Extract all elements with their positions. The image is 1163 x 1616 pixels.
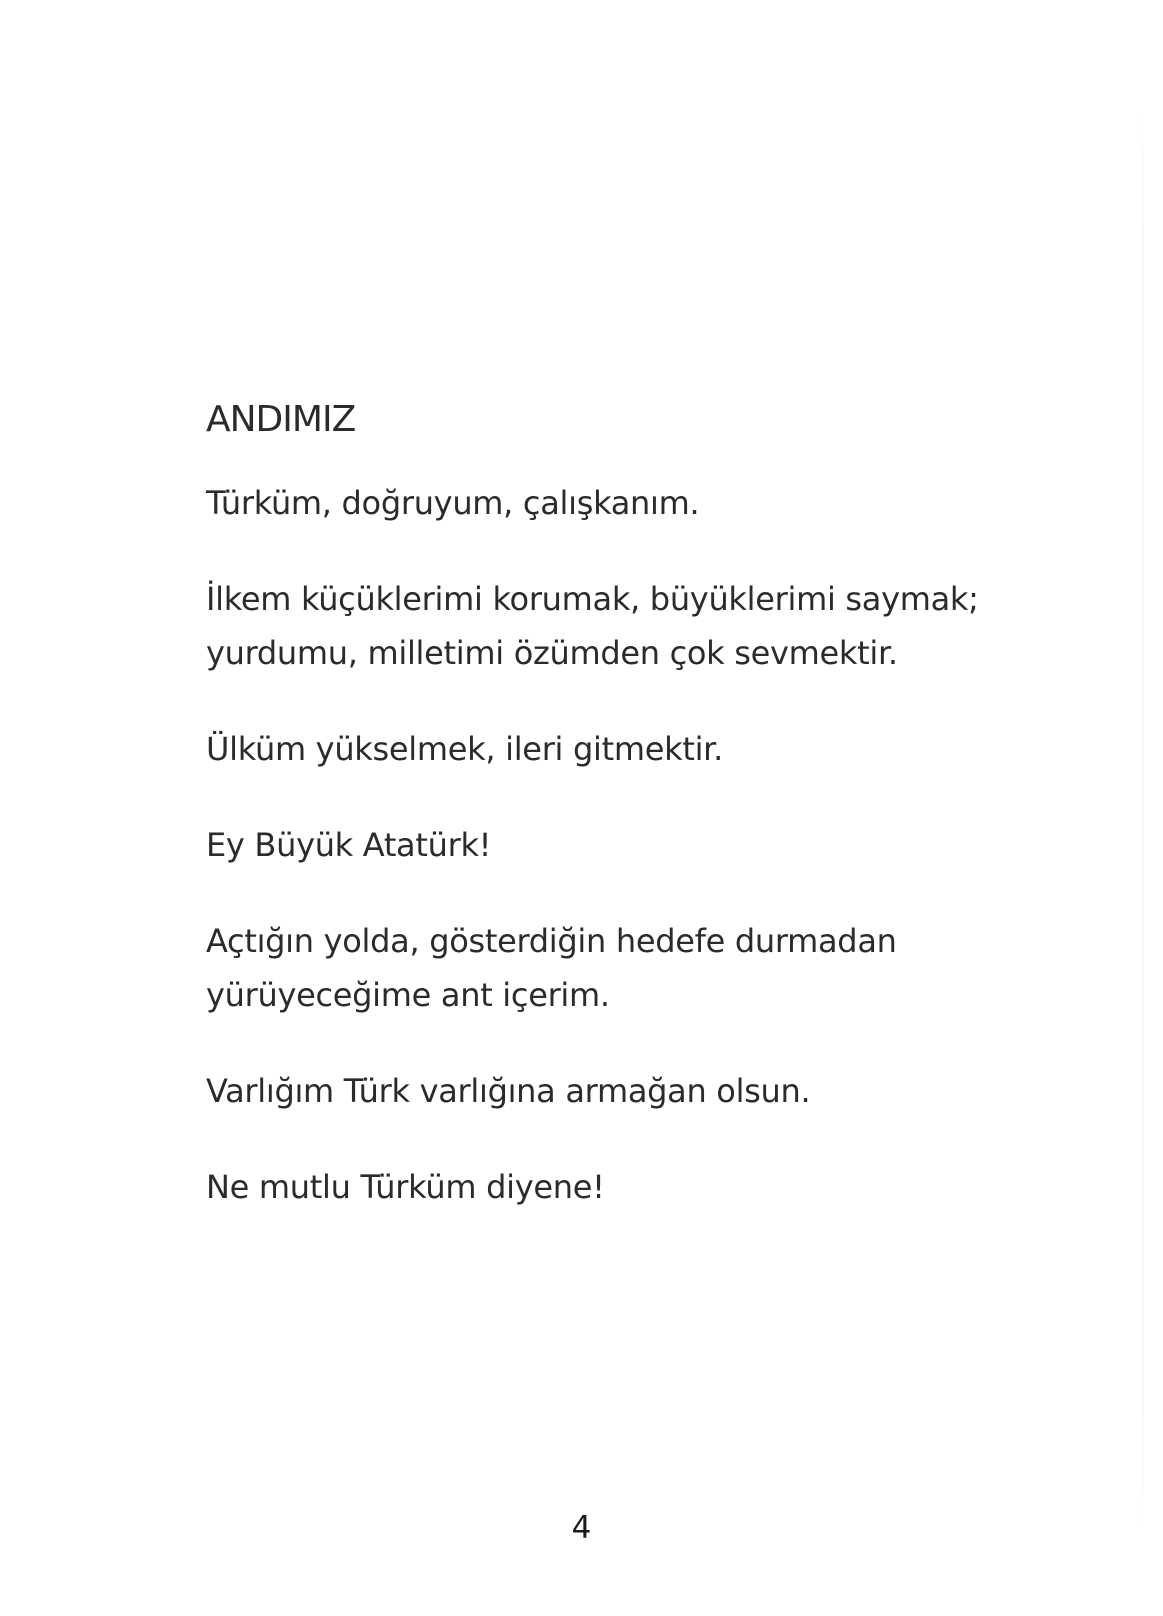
- text-line: İlkem küçüklerimi korumak, büyüklerimi saymak;: [206, 580, 979, 618]
- paragraph-2: [206, 572, 1026, 680]
- paragraph-6: [206, 1064, 1026, 1118]
- page-title: ANDIMIZ: [206, 399, 356, 440]
- paragraph-1: [206, 476, 1026, 530]
- paragraph-4: [206, 818, 1026, 872]
- paragraph-7: [206, 1160, 1026, 1214]
- page-edge-shadow: [1142, 100, 1144, 1540]
- text-line: yurdumu, milletimi özümden çok sevmektir.: [206, 634, 898, 672]
- text-line: Açtığın yolda, gösterdiğin hedefe durmadan: [206, 922, 897, 960]
- page-number: 4: [571, 1510, 592, 1546]
- text-line: yürüyeceğime ant içerim.: [206, 976, 610, 1014]
- paragraph-3: [206, 722, 1026, 776]
- oath-text-block: [206, 398, 1026, 1214]
- paragraph-5: [206, 914, 1026, 1022]
- text-line: Ne mutlu Türküm diyene!: [206, 1168, 605, 1206]
- text-line: Ey Büyük Atatürk!: [206, 826, 492, 864]
- text-line: Ülküm yükselmek, ileri gitmektir.: [206, 730, 723, 768]
- text-line: Türküm, doğruyum, çalışkanım.: [206, 484, 700, 522]
- text-line: Varlığım Türk varlığına armağan olsun.: [206, 1072, 811, 1110]
